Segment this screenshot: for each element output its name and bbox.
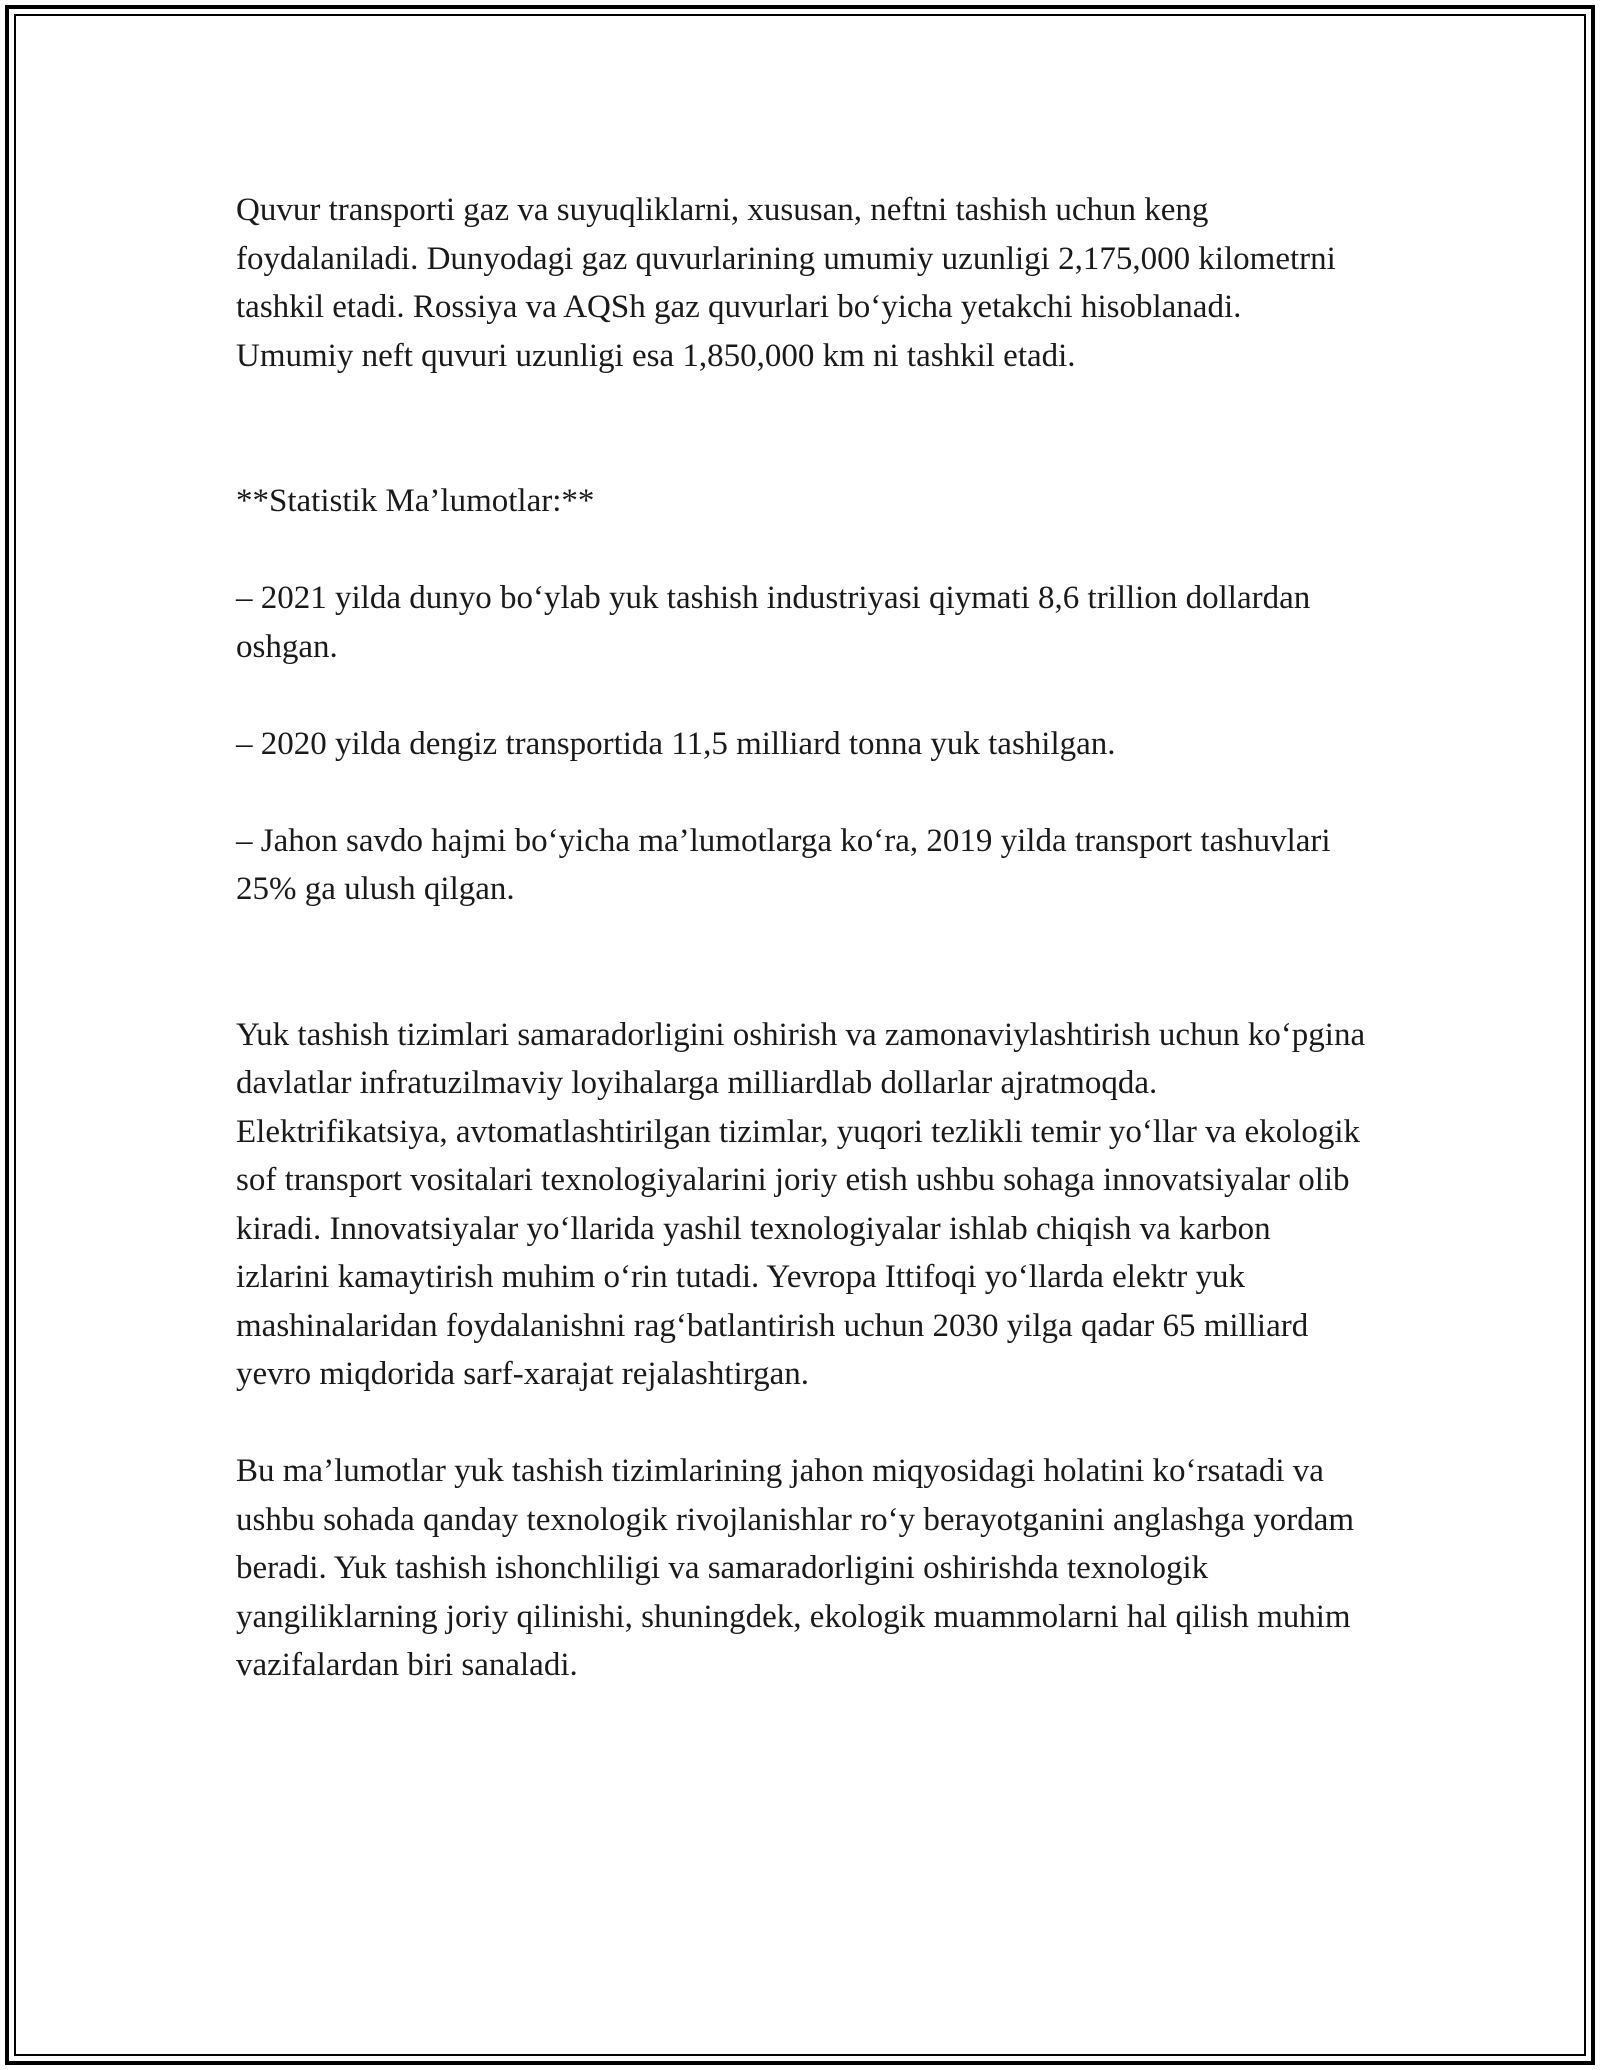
paragraph-modernization: Yuk tashish tizimlari samaradorligini oshirish va zamonaviylashtirish uchun ko‘pgina davlatlar infratuzilmaviy loyihalarga milliardlab dollarlar ajratmoqda. Elektrifikatsiya, avtomatlashtirilgan tizimlar, yuqori tezlikli temir yo‘llar va ekologik sof transport vositalari texnologiyalarini joriy etish ushbu sohaga innovatsiyalar olib kiradi. Innovatsiyalar yo‘llarida yashil texnologiyalar ishlab chiqish va karbon izlarini kamaytirish muhim o‘rin tutadi. Yevropa Ittifoqi yo‘llarda elektr yuk mashinalaridan foydalanishni rag‘batlantirish uchun 2030 yilga qadar 65 milliard yevro miqdorida sarf-xarajat rejalashtirgan.	[236, 1016, 1366, 1392]
stats-item: – 2020 yilda dengiz transportida 11,5 milliard tonna yuk tashilgan.	[236, 725, 1116, 762]
paragraph-conclusion: Bu ma’lumotlar yuk tashish tizimlarining jahon miqyosidagi holatini ko‘rsatadi va ushbu sohada qanday texnologik rivojlanishlar ro‘y berayotganini anglashga yordam beradi. Yuk tashish ishonchliligi va samaradorligini oshirishda texnologik yangiliklarning joriy qilinishi, shuningdek, ekologik muammolarni hal qilish muhim vazifalardan biri sanaladi.	[236, 1453, 1355, 1683]
paragraph-pipeline-transport: Quvur transporti gaz va suyuqliklarni, xususan, neftni tashish uchun keng foydalaniladi. Dunyodagi gaz quvurlarining umumiy uzunligi 2,175,000 kilometrni tashkil etadi. Rossiya va AQSh gaz quvurlari bo‘yicha yetakchi hisoblanadi. Umumiy neft quvuri uzunligi esa 1,850,000 km ni tashkil etadi.	[236, 192, 1336, 374]
document-body	[236, 186, 1366, 1738]
stats-item: – Jahon savdo hajmi bo‘yicha ma’lumotlarga ko‘ra, 2019 yilda transport tashuvlari 25% ga ulush qilgan.	[236, 822, 1331, 907]
stats-section	[236, 429, 1366, 963]
stats-item: – 2021 yilda dunyo bo‘ylab yuk tashish industriyasi qiymati 8,6 trillion dollardan oshgan.	[236, 580, 1311, 665]
stats-heading: **Statistik Ma’lumotlar:**	[236, 483, 595, 519]
